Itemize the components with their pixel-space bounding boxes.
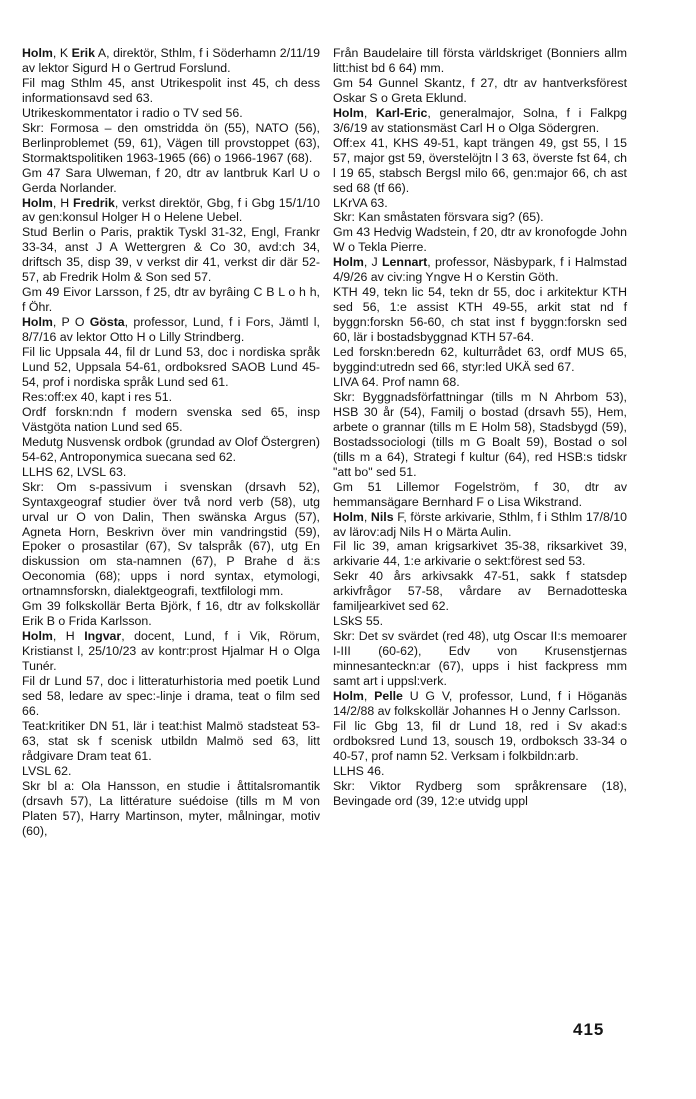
entry: [333, 255, 627, 509]
entry: [22, 46, 320, 196]
entry-paragraph: Skr: Om s-passivum i svenskan (drsavh 52), Syntaxgeograf studier över två nord verb (58), utg urval ur O von Dalin, Then swänska Argus (57), Agneta Horn, Beskrivn över min vandringstid (59), Epoker o prosastilar (67), Sv talspråk (67), utg En diskussion om sta-namnen (67), P Brahe d ä:s Oeconomia (68); upps i nord syntax, etymologi, ortnamnsforskn, dialektgeografi, textfilologi mm.: [22, 479, 320, 599]
entry-initials: , H: [52, 195, 74, 210]
entry: [22, 196, 320, 316]
entry-initials: , P O: [52, 315, 90, 330]
entry: [333, 510, 627, 689]
entry-surname: Holm: [22, 195, 53, 210]
entry-paragraph: Off:ex 41, KHS 49-51, kapt trängen 49, gst 55, l 15 57, major gst 59, överstelöjtn l 3 63, överste fst 64, ch l 19 65, stabsch Bergsl milo 66, gen:major 66, ch ast sed 68 (tf 66).: [333, 135, 627, 195]
entry-paragraph: LLHS 62, LVSL 63.: [22, 464, 127, 479]
entry-text: F, förste arkivarie, Sthlm, f i Sthlm 17/8/10 av lärov:adj Nils H o Märta Aulin.: [333, 509, 628, 539]
entry-given-name: Karl-Eric: [375, 105, 428, 120]
entry-paragraph: Skr: Byggnadsförfattningar (tills m N Ahrbom 53), HSB 30 år (54), Familj o bostad (drsavh 55), Hem, arbete o grannar (tills m E Holm 58), Stadsbygd (59), Bostadssociologi (tills m G Boalt 59), Bostad o sol (tills m a 64), Strategi f kultur (64), red HSB:s tidskr "att bo" sed 51.: [333, 389, 627, 479]
entry-initials: , H: [52, 629, 85, 644]
entry-paragraph: Skr: Kan småstaten försvara sig? (65).: [333, 210, 544, 225]
entry-text: , professor, Näsbypark, f i Halmstad 4/9/26 av civ:ing Yngve H o Kerstin Göth.: [333, 255, 627, 285]
entry: [333, 689, 627, 809]
entry-paragraph: Fil dr Lund 57, doc i litteraturhistoria med poetik Lund sed 58, ledare av spec:-linje i drama, teat o film sed 66.: [22, 674, 320, 718]
entry: [333, 106, 627, 256]
entry-text: Från Baudelaire till första världskriget (Bonniers allm litt:hist bd 6 64) mm.: [333, 46, 627, 75]
entry-paragraph: Gm 47 Sara Ulweman, f 20, dtr av lantbruk Karl U o Gerda Norlander.: [22, 165, 320, 195]
entry-surname: Holm: [333, 255, 364, 270]
entry-paragraph: Ordf forskn:ndn f modern svenska sed 65, insp Västgöta nation Lund sed 65.: [22, 404, 320, 434]
entry-paragraph: Gm 54 Gunnel Skantz, f 27, dtr av hantverksförest Oskar S o Greta Eklund.: [333, 75, 627, 105]
entry-initials: ,: [363, 105, 376, 120]
entry-paragraph: Skr bl a: Ola Hansson, en studie i åttitalsromantik (drsavh 57), La littérature suédoise (tills m M von Platen 57), Harry Martinson, myter, målningar, motiv (60),: [22, 778, 320, 838]
entry-paragraph: Gm 39 folkskollär Berta Björk, f 16, dtr av folkskollär Erik B o Frida Karlsson.: [22, 599, 320, 629]
entry-paragraph: Gm 51 Lillemor Fogelström, f 30, dtr av hemmansägare Bernhard F o Lisa Wikstrand.: [333, 479, 627, 509]
entry-surname: Holm: [22, 315, 53, 330]
entry-given-name: Ingvar: [84, 629, 122, 644]
entry-given-name: Erik: [71, 46, 95, 60]
entry-paragraph: Skr: Det sv svärdet (red 48), utg Oscar II:s memoarer I-III (60-62), Edv von Krusenstjernas minnesanteckn:ar (67), upps i hist fackpress mm samt art i uppsl:verk.: [333, 629, 627, 689]
entry-initials: , K: [52, 46, 72, 60]
entry-surname: Holm: [333, 688, 364, 703]
entry-paragraph: Sekr 40 års arkivsakk 47-51, sakk f statsdep arkivfrågor 57-58, vårdare av Bernadotteska familjearkivet sed 62.: [333, 569, 627, 614]
entry-paragraph: Medutg Nusvensk ordbok (grundad av Olof Östergren) 54-62, Antroponymica suecana sed 62.: [22, 434, 320, 464]
entry-given-name: Gösta: [89, 315, 125, 330]
entry-paragraph: Led forskn:beredn 62, kulturrådet 63, ordf MUS 65, byggind:utredn sed 66, styr:led UKÄ sed 67.: [333, 345, 627, 375]
entry: [22, 315, 320, 629]
entry-paragraph: Gm 43 Hedvig Wadstein, f 20, dtr av kronofogde John W o Tekla Pierre.: [333, 225, 627, 255]
entry-paragraph: LIVA 64. Prof namn 68.: [333, 374, 460, 389]
entry-paragraph: Stud Berlin o Paris, praktik Tyskl 31-32, Engl, Frankr 33-34, anst J A Wettergren & Co 30, avd:ch 34, driftsch 35, disp 39, v verkst dir 41, verkst dir där 52-57, ab Fredrik Holm & Son sed 57.: [22, 225, 320, 285]
entry-paragraph: Teat:kritiker DN 51, lär i teat:hist Malmö stadsteat 53-63, stat sk f scenisk utbildn Malmö sed 63, litt rådgivare Dram teat 61.: [22, 718, 320, 763]
entry-paragraph: Fil lic 39, aman krigsarkivet 35-38, riksarkivet 39, arkivarie 44, 1:e arkivarie o sekt:förest sed 53.: [333, 539, 627, 569]
entry-initials: ,: [363, 509, 371, 524]
entry-surname: Holm: [333, 509, 364, 524]
entry-initials: ,: [363, 688, 375, 703]
entry-given-name: Pelle: [374, 688, 403, 703]
page-number: 415: [573, 1020, 605, 1039]
entry-paragraph: LSkS 55.: [333, 614, 384, 629]
entry-surname: Holm: [333, 105, 364, 120]
entry-given-name: Fredrik: [73, 195, 115, 210]
entry-paragraph: Skr: Viktor Rydberg som språkrensare (18), Bevingade ord (39, 12:e utvidg uppl: [333, 778, 627, 808]
right-column: [333, 46, 627, 809]
entry: [333, 46, 627, 106]
entry: [22, 629, 320, 838]
entry-surname: Holm: [22, 46, 53, 60]
entry-paragraph: KTH 49, tekn lic 54, tekn dr 55, doc i arkitektur KTH sed 56, 1:e assist KTH 49-55, arkit stat nd f byggn:forskn 56-60, ch stat inst f byggn:forskn sed 60, lär i bostadsbyggnad KTH 57-64.: [333, 285, 627, 345]
entry-paragraph: LLHS 46.: [333, 763, 385, 778]
entry-paragraph: LKrVA 63.: [333, 195, 388, 210]
entry-initials: , J: [363, 255, 382, 270]
entry-given-name: Lennart: [382, 255, 428, 270]
entry-paragraph: Fil lic Gbg 13, fil dr Lund 18, red i Sv akad:s ordboksred Lund 13, sousch 19, ordboksch 33-34 o 40-57, prof namn 52. Verksam i folkbildn:arb.: [333, 718, 627, 763]
entry-text: , professor, Lund, f i Fors, Jämtl l, 8/7/16 av lektor Otto H o Lilly Strindberg.: [22, 315, 320, 345]
entry-paragraph: Res:off:ex 40, kapt i res 51.: [22, 389, 173, 404]
entry-text: U G V, professor, Lund, f i Höganäs 14/2/88 av folkskollär Johannes H o Jenny Carlsson.: [333, 688, 628, 718]
entry-text: , docent, Lund, f i Vik, Rörum, Kristianst l, 25/10/23 av kontr:prost Hjalmar H o Olga Tunér.: [22, 629, 320, 674]
entry-paragraph: LVSL 62.: [22, 763, 72, 778]
entry-text: , generalmajor, Solna, f i Falkpg 3/6/19 av stationsmäst Carl H o Olga Södergren.: [333, 105, 627, 135]
entry-paragraph: Fil mag Sthlm 45, anst Utrikespolit inst 45, ch dess informationsavd sed 63.: [22, 75, 320, 105]
left-column: [22, 46, 320, 839]
entry-paragraph: Gm 49 Eivor Larsson, f 25, dtr av byrâing C B L o h h, f Öhr.: [22, 285, 320, 315]
entry-text: , verkst direktör, Gbg, f i Gbg 15/1/10 av gen:konsul Holger H o Helene Uebel.: [22, 195, 320, 225]
entry-paragraph: Fil lic Uppsala 44, fil dr Lund 53, doc i nordiska språk Lund 52, Uppsala 54-61, ordboksred SAOB Lund 45-54, prof i nordiska språk Lund sed 61.: [22, 345, 320, 389]
entry-paragraph: Skr: Formosa – den omstridda ön (55), NATO (56), Berlinproblemet (59, 61), Vägen till provstoppet (63), Stormaktspolitiken 1963-1965 (66) o 1966-1967 (68).: [22, 120, 320, 165]
entry-text: A, direktör, Sthlm, f i Söderhamn 2/11/19 av lektor Sigurd H o Gertrud Forslund.: [22, 46, 320, 75]
entry-surname: Holm: [22, 629, 53, 644]
entry-given-name: Nils: [370, 509, 394, 524]
entry-paragraph: Utrikeskommentator i radio o TV sed 56.: [22, 105, 243, 120]
